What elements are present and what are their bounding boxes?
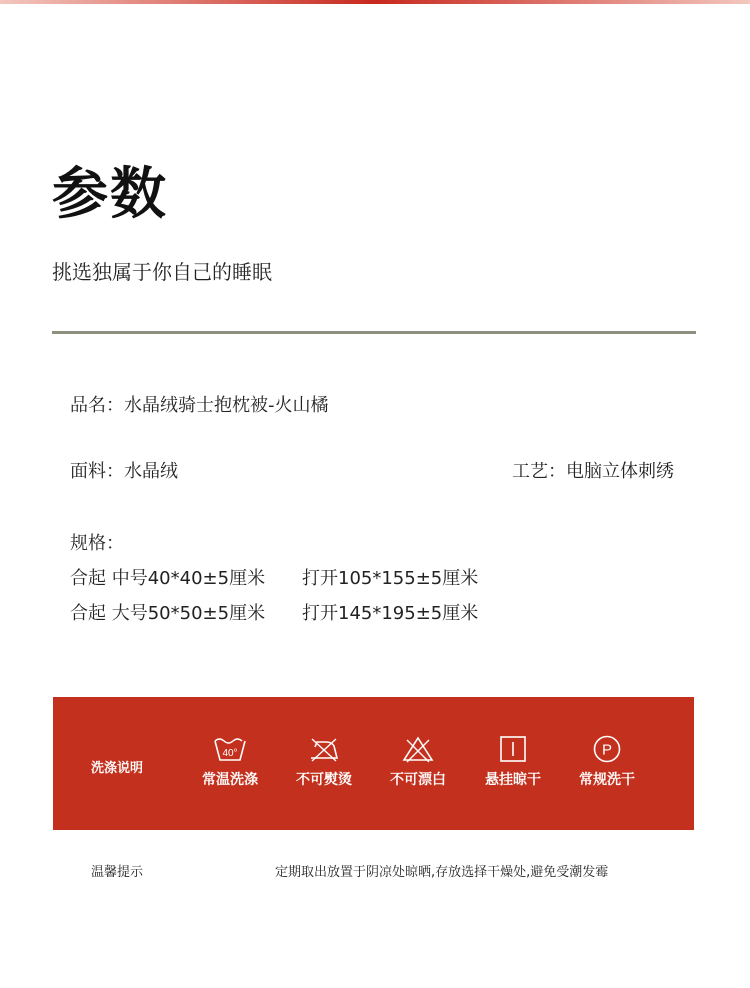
wash-40-icon [212,735,248,763]
craft: 工艺：电脑立体刺绣 [512,461,674,482]
svg-text:40°: 40° [222,748,238,759]
care-item-no-iron [279,735,369,789]
care-item-wash [185,735,275,789]
size-medium-open: 打开105*155±5厘米 [302,568,479,589]
product-name: 品名：水晶绒骑士抱枕被-火山橘 [70,395,329,416]
no-iron-icon [306,735,342,763]
care-label: 洗涤说明 [91,761,144,776]
divider [52,331,696,334]
care-item-hang-dry [468,735,558,789]
tips-label: 温馨提示 [91,865,144,880]
tips-text: 定期取出放置于阴凉处晾晒,存放选择干燥处,避免受潮发霉 [275,865,609,880]
care-item-label: 常规洗干 [579,772,635,788]
svg-text:P: P [601,741,613,759]
care-item-no-bleach [373,735,463,789]
care-item-label: 不可熨烫 [296,772,352,788]
size-large-closed: 合起 大号50*50±5厘米 [70,603,266,624]
care-item-dry-clean [562,735,652,789]
care-item-label: 不可漂白 [390,772,446,788]
size-large-open: 打开145*195±5厘米 [302,603,479,624]
care-instructions-panel [53,697,694,830]
hang-dry-icon [495,735,531,763]
size-heading: 规格： [70,533,124,554]
top-accent-bar [0,0,750,4]
fabric: 面料：水晶绒 [70,461,178,482]
page-title: 参数 [52,162,168,227]
no-bleach-icon [400,735,436,763]
care-item-label: 常温洗涤 [202,772,258,788]
page-subtitle: 挑选独属于你自己的睡眠 [52,260,272,284]
dry-clean-p-icon [589,735,625,763]
size-medium-closed: 合起 中号40*40±5厘米 [70,568,266,589]
care-item-label: 悬挂晾干 [485,772,541,788]
